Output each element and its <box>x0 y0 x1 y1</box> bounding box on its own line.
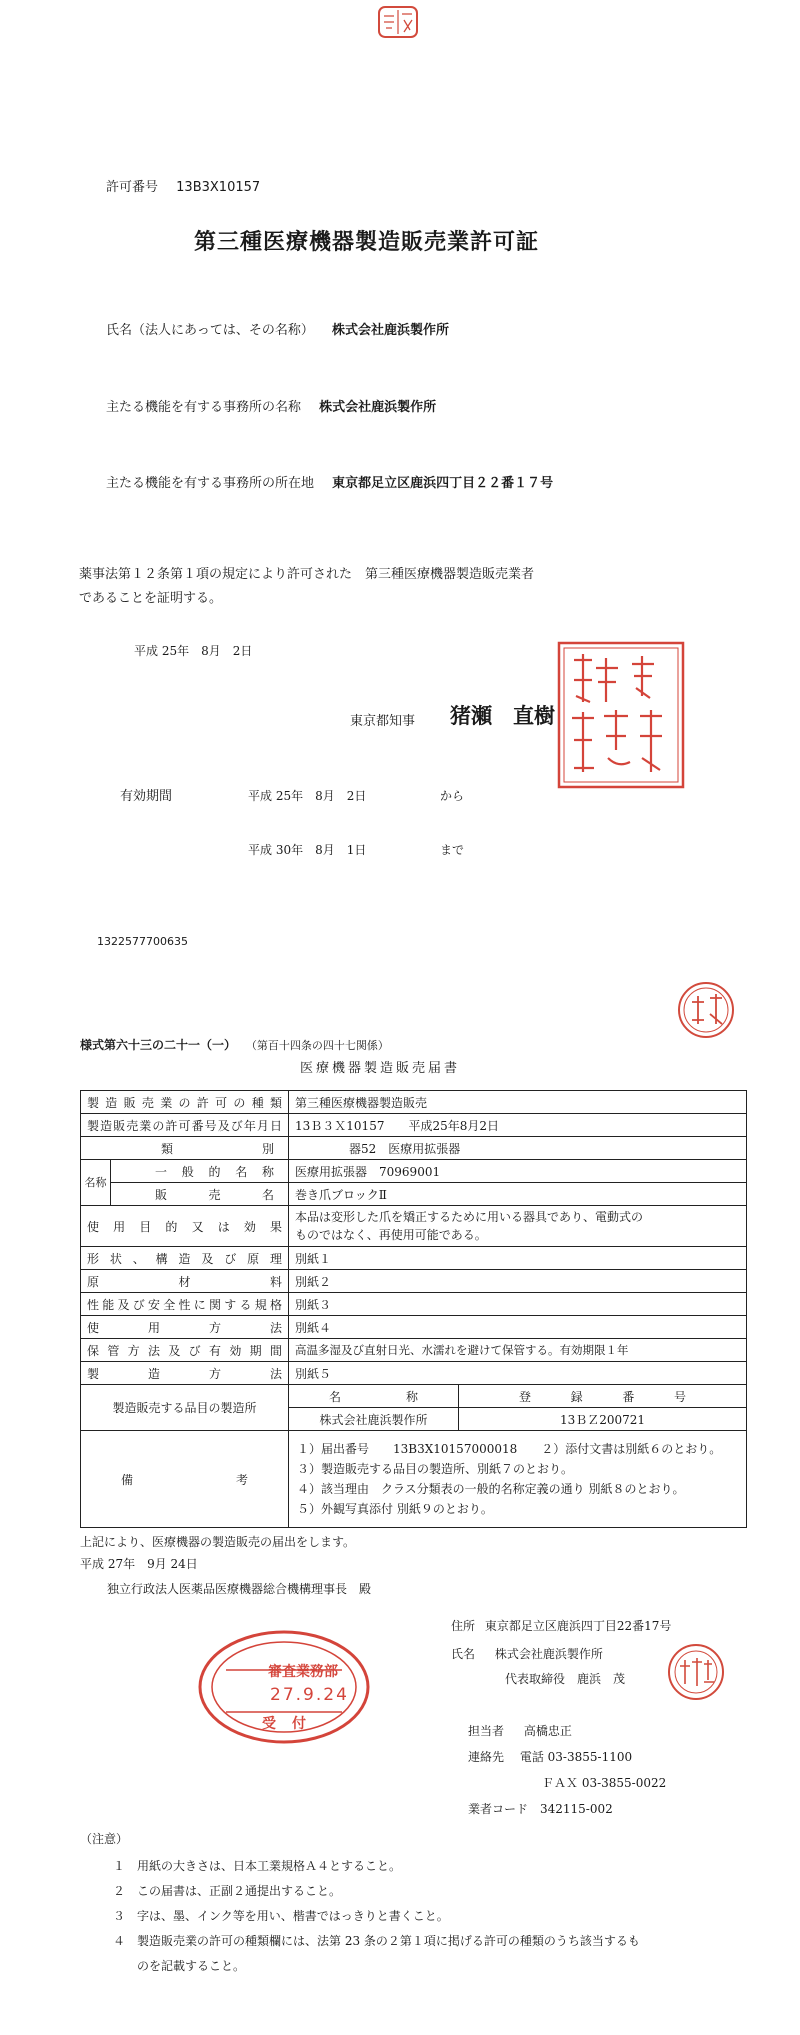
generic-name-label: 一般的名称 <box>111 1160 289 1183</box>
declaration: 上記により、医療機器の製造販売の届出をします。 <box>80 1535 356 1549</box>
purpose-value-line-2: ものではなく、再使用可能である。 <box>295 1228 487 1242</box>
maker-label: 製造販売する品目の製造所 <box>81 1385 289 1431</box>
statement-line-1: 薬事法第１２条第１項の規定により許可された 第三種医療機器製造販売業者 <box>79 567 535 582</box>
spec-value: 別紙３ <box>289 1293 747 1316</box>
license-number-label-cell: 製造販売業の許可番号及び年月日 <box>81 1114 289 1137</box>
license-type-value: 第三種医療機器製造販売 <box>289 1091 747 1114</box>
contact-phone: 電話 03-3855-1100 <box>519 1750 633 1764</box>
holder-name-line <box>106 319 449 338</box>
shape-label: 形状、構造及び原理 <box>81 1247 289 1270</box>
sales-name-value: 巻き爪ブロックⅡ <box>289 1183 747 1206</box>
company-side-seal <box>676 980 736 1040</box>
maker-reg-value: 13ＢＺ200721 <box>459 1408 747 1431</box>
manufacture-label: 製造方法 <box>81 1362 289 1385</box>
remark-1: １）届出番号 13B3X10157000018 ２）添付文書は別紙６のとおり。 <box>297 1442 722 1456</box>
license-number-line <box>106 176 260 195</box>
governor-label: 東京都知事 <box>350 714 416 729</box>
shape-value: 別紙１ <box>289 1247 747 1270</box>
generic-name-value: 医療用拡張器 70969001 <box>289 1160 747 1183</box>
governor-official-seal <box>556 640 686 790</box>
holder-name-value: 株式会社鹿浜製作所 <box>332 323 450 338</box>
row-material <box>81 1270 747 1293</box>
remarks-label: 備考 <box>81 1431 289 1528</box>
addressee: 独立行政法人医薬品医療機器総合機構理事長 殿 <box>107 1582 372 1596</box>
remark-3: ４）該当理由 クラス分類表の一般的名称定義の通り 別紙８のとおり。 <box>297 1482 685 1496</box>
row-license-type <box>81 1091 747 1114</box>
maker-name-value: 株式会社鹿浜製作所 <box>289 1408 459 1431</box>
contact-person-label: 担当者 <box>468 1724 505 1738</box>
row-maker-header <box>81 1385 747 1408</box>
material-value: 別紙２ <box>289 1270 747 1293</box>
note-3: ３ 字は、墨、インク等を用い、楷書ではっきりと書くこと。 <box>113 1909 449 1923</box>
holder-name-label: 氏名（法人にあっては、その名称） <box>106 323 314 338</box>
remarks-cell <box>289 1431 747 1528</box>
certificate-serial: 1322577700635 <box>97 935 188 948</box>
maker-reg-header: 登録番号 <box>459 1385 747 1408</box>
office-address-value: 東京都足立区鹿浜四丁目２２番１７号 <box>332 476 554 491</box>
usage-value: 別紙４ <box>289 1316 747 1339</box>
purpose-value-cell <box>289 1206 747 1247</box>
row-sales-name <box>81 1183 747 1206</box>
material-label: 原材料 <box>81 1270 289 1293</box>
sales-name-label: 販売名 <box>111 1183 289 1206</box>
row-purpose <box>81 1206 747 1247</box>
maker-name-header: 名称 <box>289 1385 459 1408</box>
validity-to-suffix: まで <box>440 843 465 857</box>
remark-2: ３）製造販売する品目の製造所、別紙７のとおり。 <box>297 1462 574 1476</box>
row-spec <box>81 1293 747 1316</box>
validity-from-suffix: から <box>440 789 465 803</box>
storage-value: 高温多湿及び直射日光、水濡れを避けて保管する。有効期限１年 <box>289 1339 747 1362</box>
manufacture-value: 別紙５ <box>289 1362 747 1385</box>
statement-line-2: であることを証明する。 <box>79 591 223 606</box>
contact-label: 連絡先 <box>468 1750 505 1764</box>
notes-title: （注意） <box>80 1832 129 1846</box>
top-inspection-seal <box>376 4 420 40</box>
form-reference: （第百十四条の四十七関係） <box>245 1039 389 1052</box>
governor-seal-graphic <box>556 640 686 790</box>
office-address-line <box>106 472 553 491</box>
spec-label: 性能及び安全性に関する規格 <box>81 1293 289 1316</box>
vendor-code: 業者コード 342115-002 <box>468 1802 613 1816</box>
notification-form-table <box>80 1090 747 1528</box>
row-class <box>81 1137 747 1160</box>
stamp-received: 受付 <box>262 1716 322 1732</box>
validity-label: 有効期間 <box>120 789 173 804</box>
storage-label: 保管方法及び有効期間 <box>81 1339 289 1362</box>
row-shape <box>81 1247 747 1270</box>
notice-date: 平成 27年 9月 24日 <box>80 1557 198 1571</box>
note-4: ４ 製造販売業の許可の種類欄には、法第 23 条の２第１項に掲げる許可の種類のうち該当するも <box>113 1934 640 1948</box>
row-usage <box>81 1316 747 1339</box>
class-label: 類別 <box>81 1137 289 1160</box>
validity-to: 平成 30年 8月 1日 <box>248 843 367 857</box>
row-license-number <box>81 1114 747 1137</box>
row-manufacture <box>81 1362 747 1385</box>
side-seal-graphic <box>676 980 736 1040</box>
license-number-value-cell: 13Ｂ３Ｘ10157 平成25年8月2日 <box>289 1114 747 1137</box>
row-remarks <box>81 1431 747 1528</box>
license-number-label: 許可番号 <box>106 180 159 195</box>
stamp-dept: 審査業務部 <box>268 1664 338 1680</box>
top-seal-graphic <box>376 4 420 40</box>
certificate-title: 第三種医療機器製造販売業許可証 <box>194 229 540 255</box>
form-label: 様式第六十三の二十一（一） <box>80 1038 237 1052</box>
remark-4: ５）外観写真添付 別紙９のとおり。 <box>297 1502 493 1516</box>
license-type-label: 製造販売業の許可の種類 <box>81 1091 289 1114</box>
governor-name: 猪瀬 直樹 <box>450 703 555 728</box>
note-1: １ 用紙の大きさは、日本工業規格Ａ４とすること。 <box>113 1859 402 1873</box>
address-label: 住所 <box>451 1619 476 1633</box>
office-name-value: 株式会社鹿浜製作所 <box>319 400 437 415</box>
purpose-value-line-1: 本品は変形した爪を矯正するために用いる器具であり、電動式の <box>295 1210 644 1224</box>
form-header-line <box>80 1036 389 1053</box>
contact-person-line <box>468 1722 572 1739</box>
contact-phone-line <box>468 1748 632 1765</box>
address-line <box>451 1617 671 1634</box>
applicant-name-label: 氏名 <box>451 1647 476 1661</box>
note-4-continued: のを記載すること。 <box>113 1959 246 1973</box>
issue-date: 平成 25年 8月 2日 <box>134 644 253 658</box>
office-name-label: 主たる機能を有する事務所の名称 <box>106 400 302 415</box>
name-group-label: 名称 <box>81 1160 111 1206</box>
row-storage <box>81 1339 747 1362</box>
notice-title: 医療機器製造販売届書 <box>300 1061 461 1076</box>
contact-fax: ＦＡＸ 03-3855-0022 <box>542 1776 667 1790</box>
office-address-label: 主たる機能を有する事務所の所在地 <box>106 476 315 491</box>
representative: 代表取締役 鹿浜 茂 <box>505 1672 626 1686</box>
class-value: 器52 医療用拡張器 <box>289 1137 747 1160</box>
license-number: 13B3X10157 <box>176 180 261 195</box>
note-2: ２ この届書は、正副２通提出すること。 <box>113 1884 342 1898</box>
applicant-company: 株式会社鹿浜製作所 <box>494 1647 603 1661</box>
validity-from: 平成 25年 8月 2日 <box>248 789 367 803</box>
applicant-name-line <box>451 1645 603 1662</box>
row-generic-name <box>81 1160 747 1183</box>
address-value: 東京都足立区鹿浜四丁目22番17号 <box>484 1619 672 1633</box>
representative-seal-graphic <box>666 1642 726 1702</box>
contact-person: 高橋忠正 <box>523 1724 572 1738</box>
office-name-line <box>106 396 436 415</box>
usage-label: 使用方法 <box>81 1316 289 1339</box>
purpose-label: 使用目的又は効果 <box>81 1206 289 1247</box>
stamp-date: 27.9.24 <box>270 1685 349 1705</box>
representative-seal <box>666 1642 726 1702</box>
